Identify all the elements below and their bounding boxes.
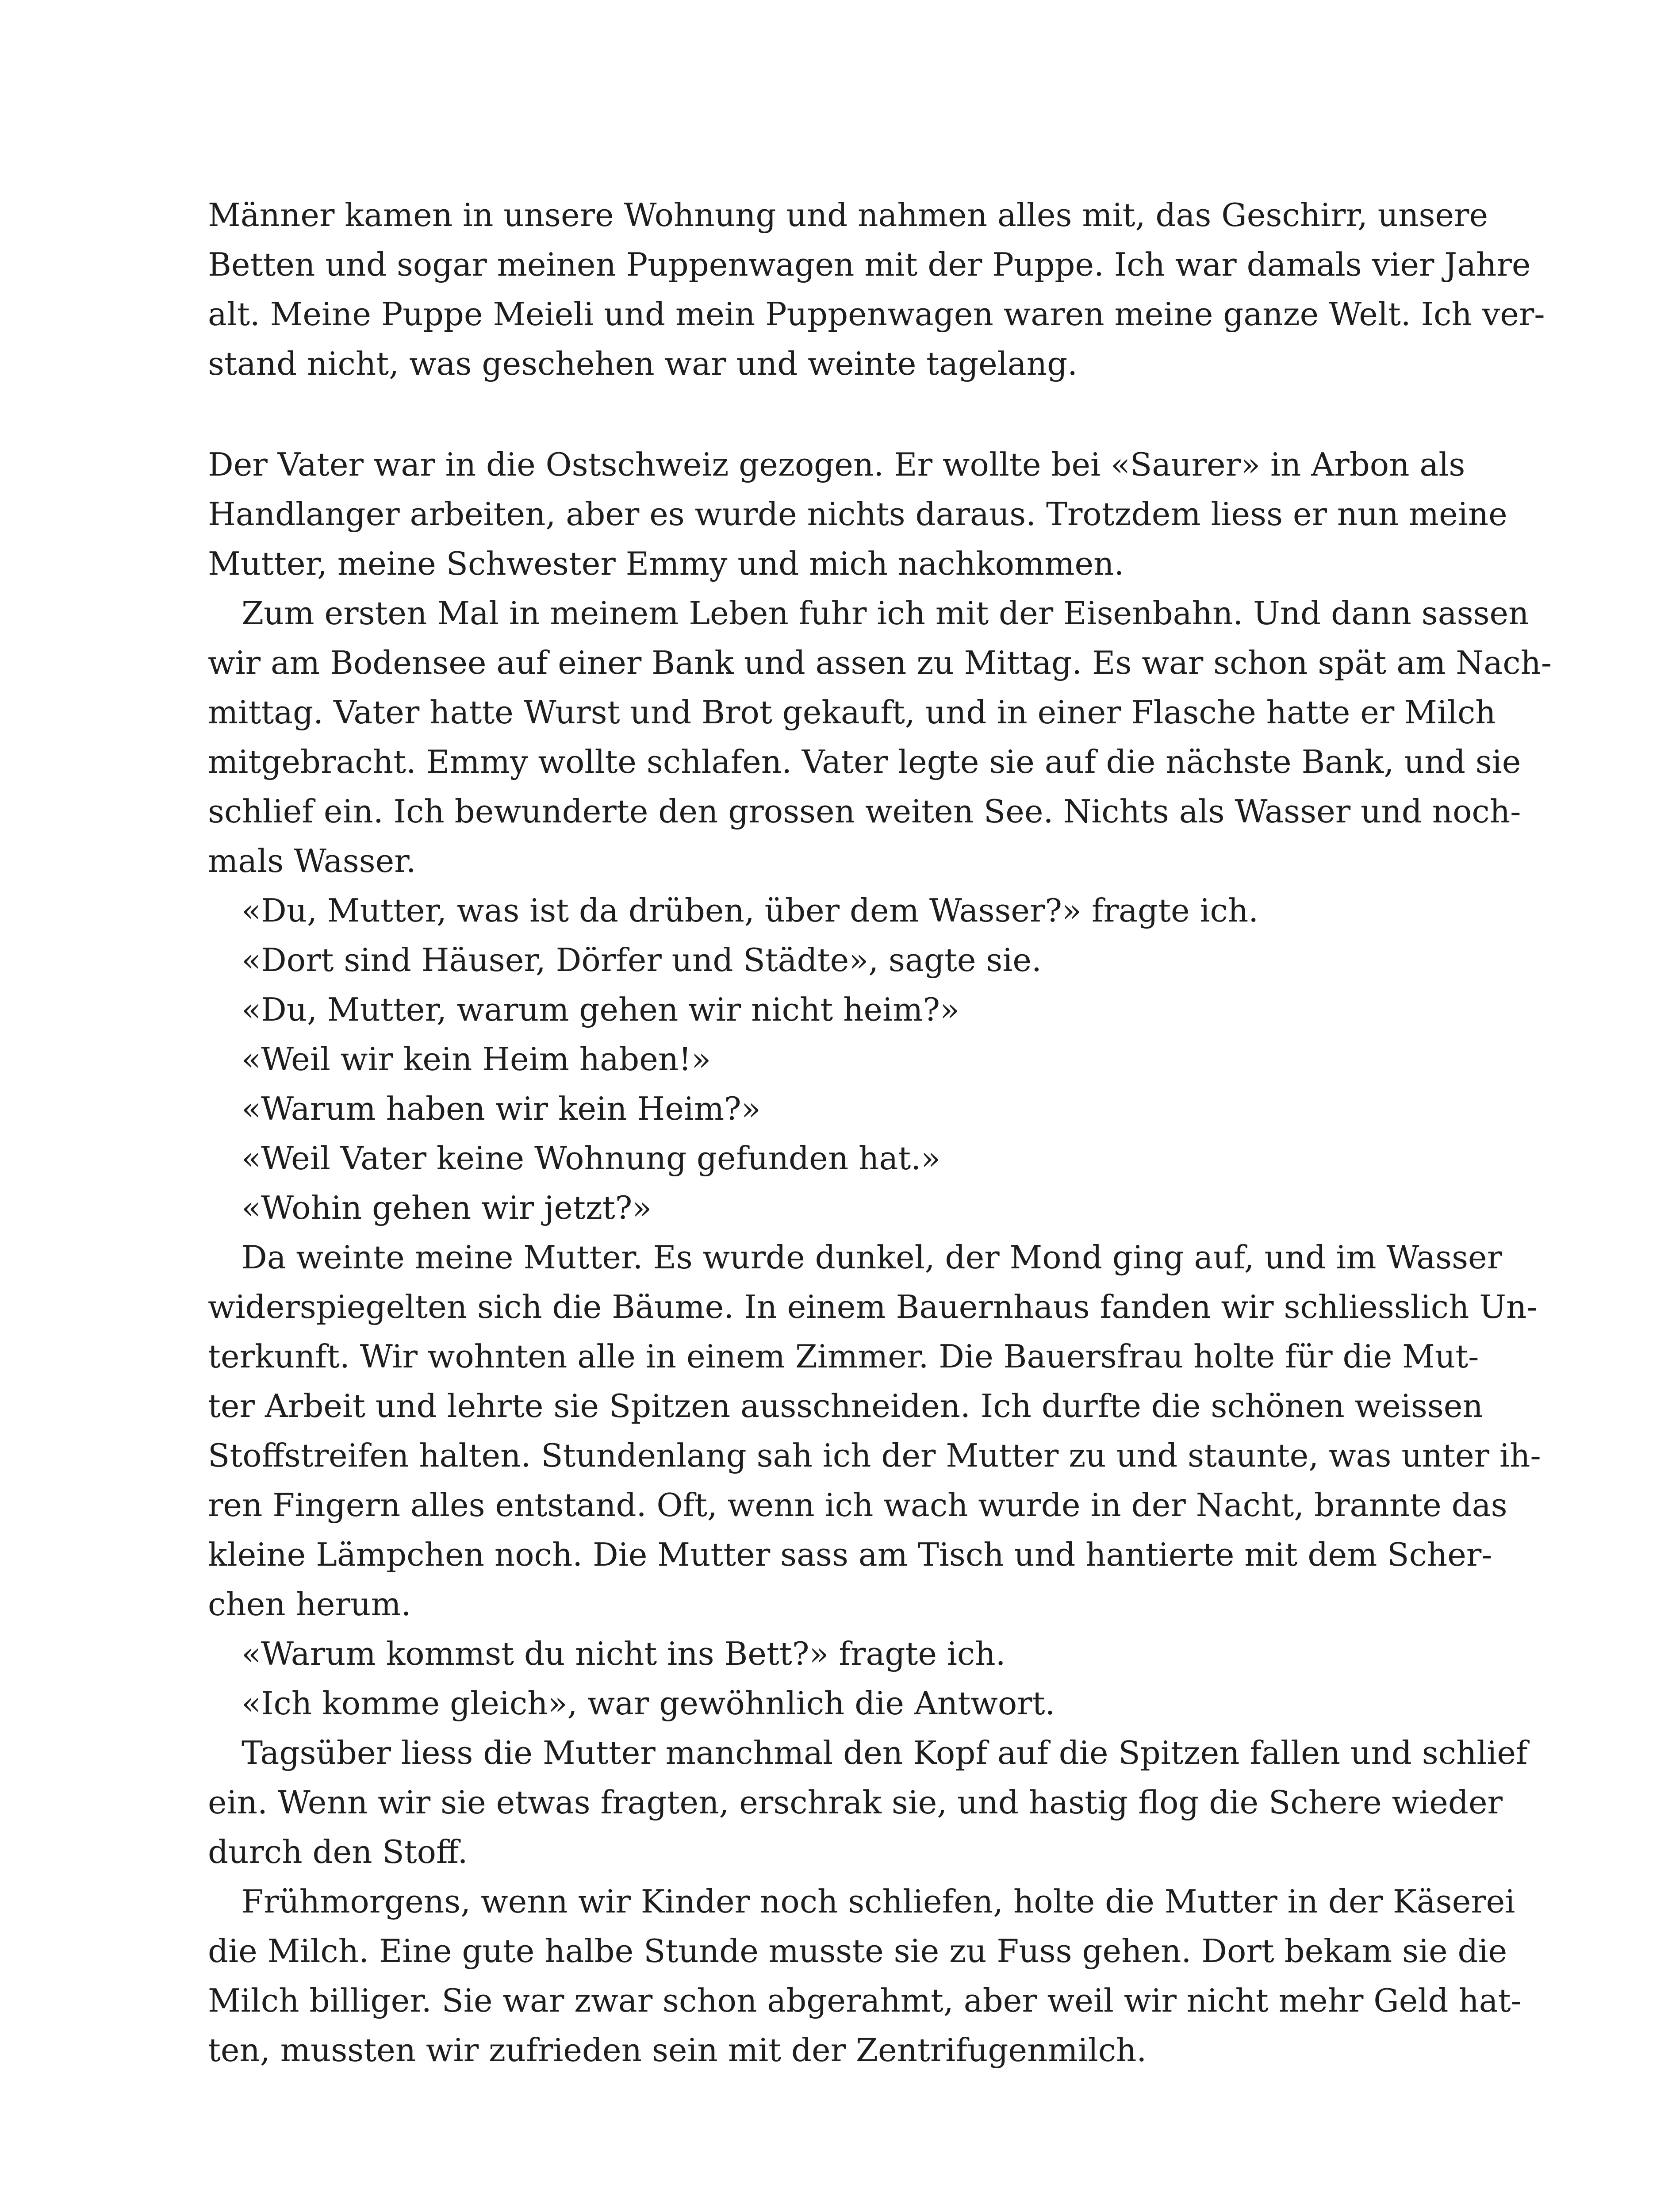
text-line: stand nicht, was geschehen war und weinte tagelang. <box>208 345 1078 382</box>
paragraph <box>208 1133 1460 1183</box>
text-line: Frühmorgens, wenn wir Kinder noch schliefen, holte die Mutter in der Käserei <box>242 1883 1515 1920</box>
text-line: wir am Bodensee auf einer Bank und assen zu Mittag. Es war schon spät am Nach- <box>208 644 1552 681</box>
text-line: «Dort sind Häuser, Dörfer und Städte», sagte sie. <box>242 941 1042 979</box>
text-line: «Weil wir kein Heim haben!» <box>242 1041 711 1078</box>
text-line: «Wohin gehen wir jetzt?» <box>242 1189 652 1226</box>
text-line: «Weil Vater keine Wohnung gefunden hat.» <box>242 1140 941 1177</box>
text-line: «Warum kommst du nicht ins Bett?» fragte ich. <box>242 1635 1006 1672</box>
text-line: Da weinte meine Mutter. Es wurde dunkel, der Mond ging auf, und im Wasser <box>242 1239 1503 1276</box>
text-line: alt. Meine Puppe Meieli und mein Puppenwagen waren meine ganze Welt. Ich ver- <box>208 296 1545 333</box>
text-line: ten, mussten wir zufrieden sein mit der Zentrifugenmilch. <box>208 2032 1147 2069</box>
text-line: Stoffstreifen halten. Stundenlang sah ich der Mutter zu und staunte, was unter ih- <box>208 1437 1541 1474</box>
page-body <box>208 190 1552 2075</box>
text-line: widerspiegelten sich die Bäume. In einem Bauernhaus fanden wir schliesslich Un- <box>208 1288 1538 1325</box>
text-line: Männer kamen in unsere Wohnung und nahmen alles mit, das Geschirr, unsere <box>208 196 1488 234</box>
text-line: Mutter, meine Schwester Emmy und mich nachkommen. <box>208 545 1124 582</box>
text-line: durch den Stoff. <box>208 1833 468 1870</box>
text-line: schlief ein. Ich bewunderte den grossen weiten See. Nichts als Wasser und noch- <box>208 793 1521 830</box>
text-line: mittag. Vater hatte Wurst und Brot gekauft, und in einer Flasche hatte er Milch <box>208 694 1496 731</box>
text-line: ein. Wenn wir sie etwas fragten, erschrak sie, und hastig flog die Schere wieder <box>208 1784 1503 1821</box>
paragraph <box>208 1877 1522 2075</box>
paragraph <box>208 1629 1460 1678</box>
text-line: «Du, Mutter, warum gehen wir nicht heim?» <box>242 991 960 1028</box>
text-line: Handlanger arbeiten, aber es wurde nichts daraus. Trotzdem liess er nun meine <box>208 495 1507 533</box>
paragraph <box>208 985 1460 1034</box>
text-line: «Du, Mutter, was ist da drüben, über dem Wasser?» fragte ich. <box>242 892 1259 929</box>
paragraph <box>208 1728 1528 1877</box>
text-line: Betten und sogar meinen Puppenwagen mit der Puppe. Ich war damals vier Jahre <box>208 246 1531 283</box>
paragraph <box>208 935 1460 985</box>
paragraph <box>208 1678 1460 1728</box>
paragraph <box>208 190 1545 388</box>
paragraph <box>208 1233 1541 1629</box>
text-line: Tagsüber liess die Mutter manchmal den Kopf auf die Spitzen fallen und schlief <box>242 1734 1528 1771</box>
text-line: mitgebracht. Emmy wollte schlafen. Vater legte sie auf die nächste Bank, und sie <box>208 743 1521 780</box>
paragraph <box>208 1183 1460 1233</box>
text-line: terkunft. Wir wohnten alle in einem Zimmer. Die Bauersfrau holte für die Mut- <box>208 1338 1479 1375</box>
text-line: «Ich komme gleich», war gewöhnlich die Antwort. <box>242 1685 1055 1722</box>
paragraph <box>208 886 1460 935</box>
text-line: Milch billiger. Sie war zwar schon abgerahmt, aber weil wir nicht mehr Geld hat- <box>208 1982 1522 2019</box>
text-line: Zum ersten Mal in meinem Leben fuhr ich mit der Eisenbahn. Und dann sassen <box>242 595 1529 632</box>
paragraph <box>208 440 1507 588</box>
text-line: Der Vater war in die Ostschweiz gezogen. Er wollte bei «Saurer» in Arbon als <box>208 446 1465 483</box>
text-line: ter Arbeit und lehrte sie Spitzen ausschneiden. Ich durfte die schönen weissen <box>208 1387 1483 1425</box>
text-line: «Warum haben wir kein Heim?» <box>242 1090 761 1127</box>
text-line: ren Fingern alles entstand. Oft, wenn ich wach wurde in der Nacht, brannte das <box>208 1486 1507 1524</box>
paragraph <box>208 1034 1460 1084</box>
paragraph <box>208 588 1552 886</box>
text-line: die Milch. Eine gute halbe Stunde musste sie zu Fuss gehen. Dort bekam sie die <box>208 1932 1507 1970</box>
text-line: chen herum. <box>208 1586 411 1623</box>
text-line: mals Wasser. <box>208 842 416 879</box>
text-line: kleine Lämpchen noch. Die Mutter sass am Tisch und hantierte mit dem Scher- <box>208 1536 1492 1573</box>
paragraph-gap <box>208 388 1460 440</box>
paragraph <box>208 1084 1460 1133</box>
